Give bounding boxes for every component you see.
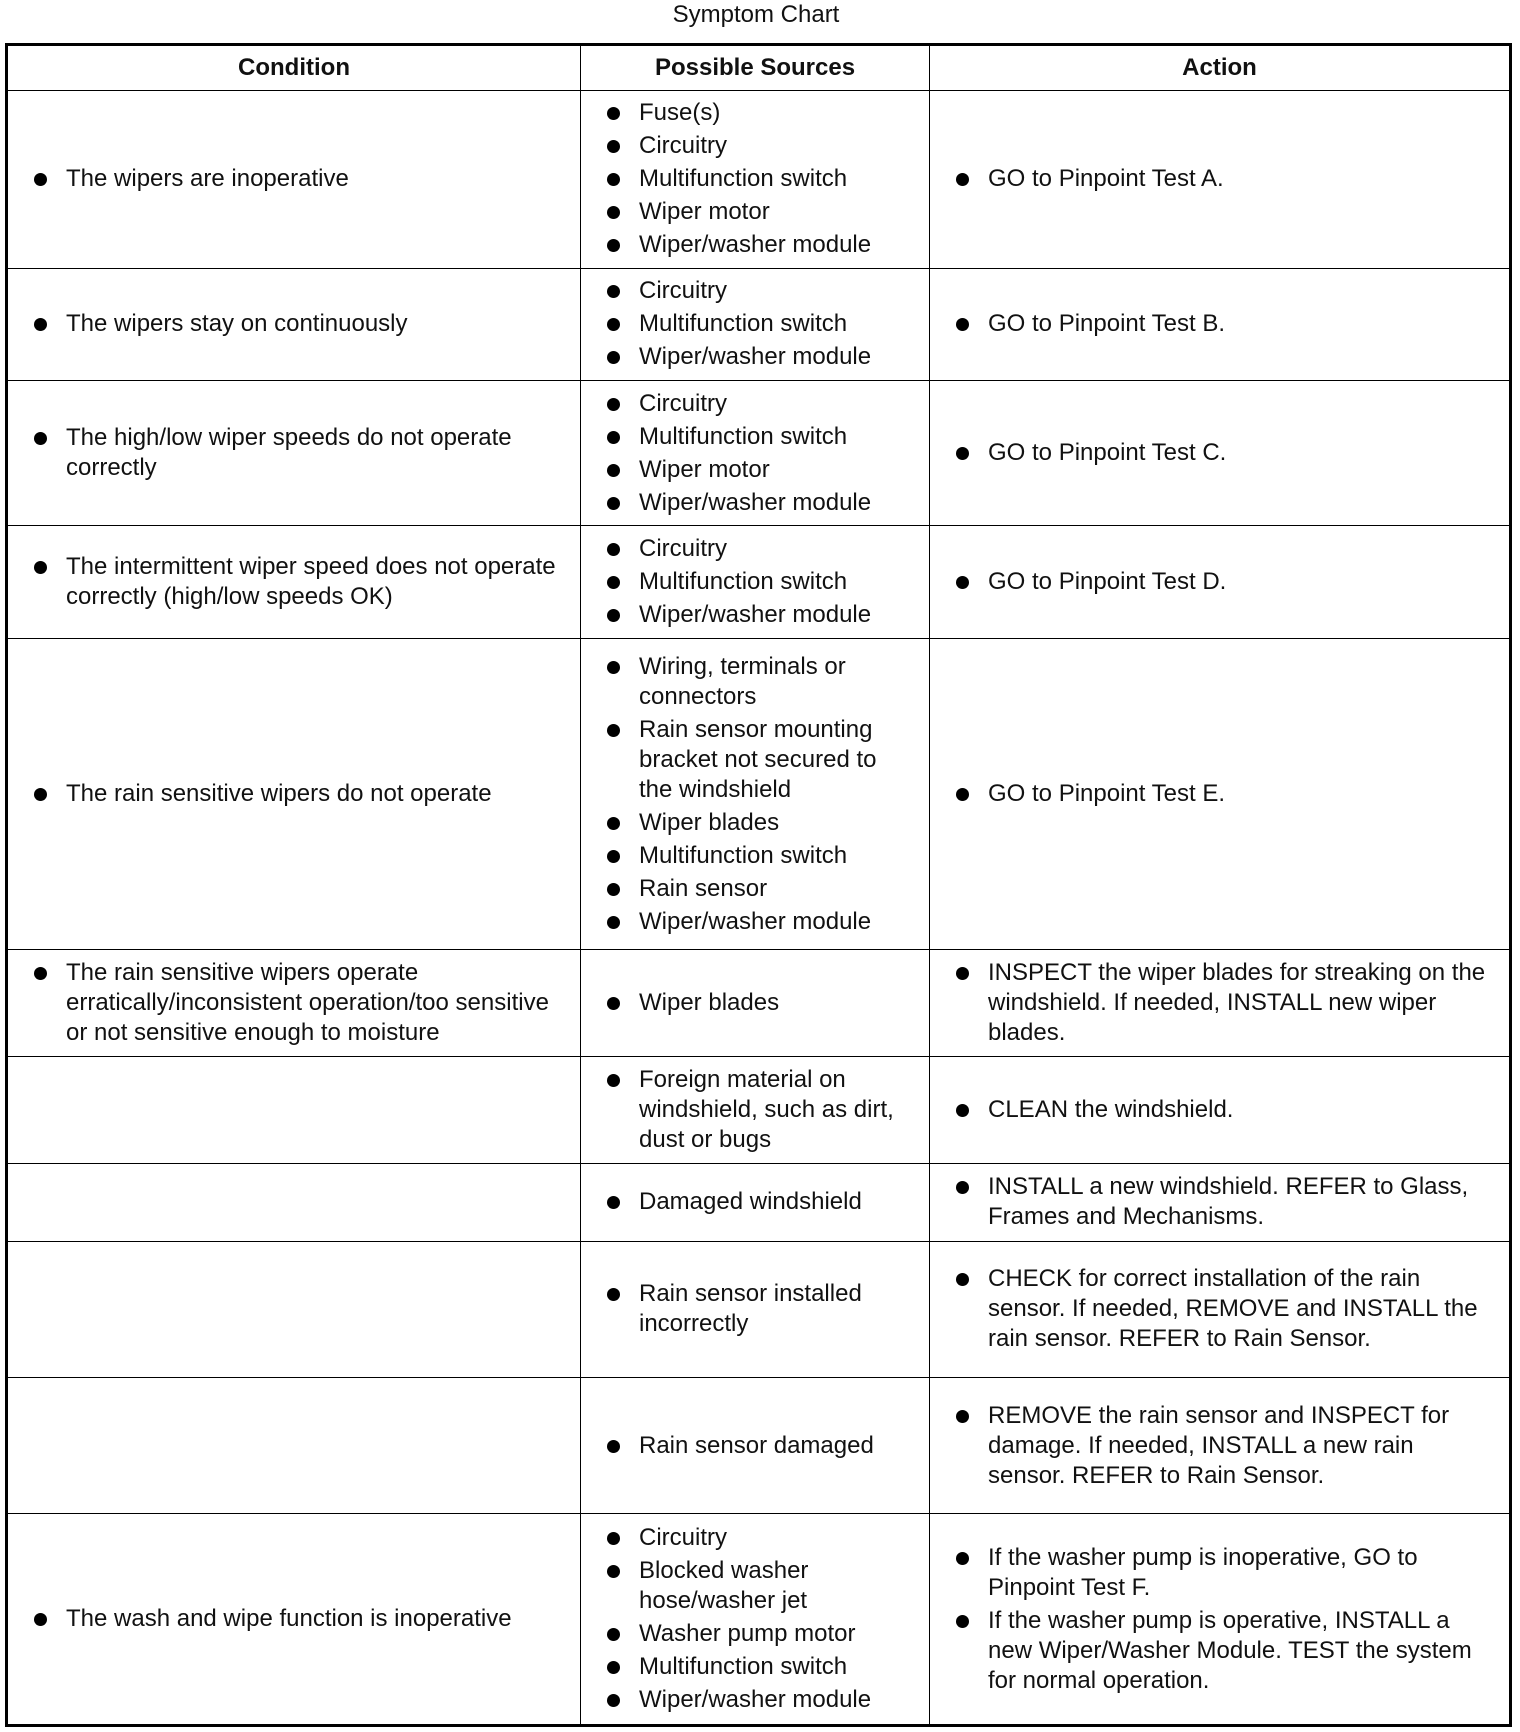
condition-list	[32, 309, 564, 339]
table-row	[7, 1514, 1511, 1726]
symptom-chart-table	[5, 43, 1512, 1727]
sources-item: Multifunction switch	[605, 422, 913, 452]
sources-list	[605, 988, 913, 1018]
condition-cell	[7, 1378, 581, 1514]
sources-item: Wiper blades	[605, 988, 913, 1018]
sources-cell	[581, 381, 930, 526]
condition-cell	[7, 1057, 581, 1164]
header-condition: Condition	[7, 45, 581, 91]
sources-cell	[581, 1378, 930, 1514]
sources-item: Multifunction switch	[605, 1652, 913, 1682]
table-row	[7, 1057, 1511, 1164]
condition-list	[32, 423, 564, 483]
sources-item: Foreign material on windshield, such as dirt, dust or bugs	[605, 1065, 913, 1155]
sources-item: Wiper/washer module	[605, 600, 913, 630]
sources-list	[605, 1279, 913, 1339]
actions-list	[954, 779, 1493, 809]
action-cell	[930, 1241, 1511, 1377]
condition-item: The rain sensitive wipers do not operate	[32, 779, 564, 809]
actions-list	[954, 1172, 1493, 1232]
sources-cell	[581, 1241, 930, 1377]
condition-cell	[7, 381, 581, 526]
condition-cell	[7, 91, 581, 269]
sources-list	[605, 98, 913, 260]
sources-item: Circuitry	[605, 276, 913, 306]
sources-item: Blocked washer hose/washer jet	[605, 1556, 913, 1616]
action-cell	[930, 91, 1511, 269]
sources-item: Wiring, terminals or connectors	[605, 652, 913, 712]
page-title: Symptom Chart	[672, 1, 840, 28]
action-cell	[930, 638, 1511, 950]
condition-item: The rain sensitive wipers operate erratically/inconsistent operation/too sensitive or not sensitive enough to moisture	[32, 958, 564, 1048]
actions-item: GO to Pinpoint Test B.	[954, 309, 1493, 339]
sources-item: Multifunction switch	[605, 841, 913, 871]
table-body	[7, 91, 1511, 1726]
actions-item: CLEAN the windshield.	[954, 1095, 1493, 1125]
actions-item: CHECK for correct installation of the rain sensor. If needed, REMOVE and INSTALL the rain sensor. REFER to Rain Sensor.	[954, 1264, 1493, 1354]
sources-list	[605, 276, 913, 372]
action-cell	[930, 1514, 1511, 1726]
sources-item: Circuitry	[605, 389, 913, 419]
actions-item: INSPECT the wiper blades for streaking on the windshield. If needed, INSTALL new wiper blades.	[954, 958, 1493, 1048]
sources-item: Multifunction switch	[605, 309, 913, 339]
sources-list	[605, 1431, 913, 1461]
condition-cell	[7, 526, 581, 638]
sources-item: Multifunction switch	[605, 164, 913, 194]
actions-item: GO to Pinpoint Test E.	[954, 779, 1493, 809]
action-cell	[930, 1057, 1511, 1164]
table-row	[7, 381, 1511, 526]
condition-cell	[7, 1241, 581, 1377]
header-possible-sources: Possible Sources	[581, 45, 930, 91]
sources-item: Circuitry	[605, 534, 913, 564]
condition-item: The wipers are inoperative	[32, 164, 564, 194]
condition-cell	[7, 638, 581, 950]
actions-item: If the washer pump is inoperative, GO to Pinpoint Test F.	[954, 1543, 1493, 1603]
sources-item: Wiper/washer module	[605, 230, 913, 260]
condition-list	[32, 779, 564, 809]
table-row	[7, 1164, 1511, 1241]
table-row	[7, 1378, 1511, 1514]
sources-cell	[581, 91, 930, 269]
sources-item: Wiper/washer module	[605, 488, 913, 518]
actions-list	[954, 1401, 1493, 1491]
sources-item: Rain sensor	[605, 874, 913, 904]
actions-list	[954, 309, 1493, 339]
sources-item: Rain sensor installed incorrectly	[605, 1279, 913, 1339]
condition-item: The wipers stay on continuously	[32, 309, 564, 339]
condition-list	[32, 552, 564, 612]
condition-list	[32, 958, 564, 1048]
sources-item: Rain sensor mounting bracket not secured to the windshield	[605, 715, 913, 805]
condition-item: The intermittent wiper speed does not operate correctly (high/low speeds OK)	[32, 552, 564, 612]
sources-cell	[581, 526, 930, 638]
actions-list	[954, 1543, 1493, 1696]
sources-list	[605, 1523, 913, 1715]
sources-list	[605, 652, 913, 937]
condition-list	[32, 1604, 564, 1634]
actions-list	[954, 1264, 1493, 1354]
sources-item: Damaged windshield	[605, 1187, 913, 1217]
table-row	[7, 526, 1511, 638]
sources-list	[605, 389, 913, 518]
sources-cell	[581, 638, 930, 950]
sources-item: Circuitry	[605, 131, 913, 161]
actions-list	[954, 164, 1493, 194]
actions-item: GO to Pinpoint Test A.	[954, 164, 1493, 194]
sources-item: Wiper motor	[605, 455, 913, 485]
action-cell	[930, 381, 1511, 526]
sources-item: Fuse(s)	[605, 98, 913, 128]
table-row	[7, 638, 1511, 950]
condition-cell	[7, 950, 581, 1057]
sources-item: Wiper/washer module	[605, 907, 913, 937]
actions-item: GO to Pinpoint Test C.	[954, 438, 1493, 468]
action-cell	[930, 1164, 1511, 1241]
sources-cell	[581, 1514, 930, 1726]
sources-item: Circuitry	[605, 1523, 913, 1553]
condition-cell	[7, 1514, 581, 1726]
actions-list	[954, 958, 1493, 1048]
sources-item: Wiper blades	[605, 808, 913, 838]
sources-item: Wiper/washer module	[605, 1685, 913, 1715]
actions-item: INSTALL a new windshield. REFER to Glass, Frames and Mechanisms.	[954, 1172, 1493, 1232]
table-row	[7, 268, 1511, 380]
actions-item: REMOVE the rain sensor and INSPECT for damage. If needed, INSTALL a new rain sensor. REFER to Rain Sensor.	[954, 1401, 1493, 1491]
sources-list	[605, 1187, 913, 1217]
sources-list	[605, 534, 913, 630]
sources-item: Multifunction switch	[605, 567, 913, 597]
actions-item: If the washer pump is operative, INSTALL a new Wiper/Washer Module. TEST the system for normal operation.	[954, 1606, 1493, 1696]
condition-cell	[7, 1164, 581, 1241]
sources-item: Rain sensor damaged	[605, 1431, 913, 1461]
header-action: Action	[930, 45, 1511, 91]
sources-cell	[581, 268, 930, 380]
condition-list	[32, 164, 564, 194]
action-cell	[930, 268, 1511, 380]
action-cell	[930, 1378, 1511, 1514]
table-row	[7, 91, 1511, 269]
header-row	[7, 45, 1511, 91]
actions-item: GO to Pinpoint Test D.	[954, 567, 1493, 597]
sources-cell	[581, 1164, 930, 1241]
sources-item: Wiper/washer module	[605, 342, 913, 372]
condition-cell	[7, 268, 581, 380]
sources-list	[605, 1065, 913, 1155]
actions-list	[954, 567, 1493, 597]
sources-cell	[581, 1057, 930, 1164]
actions-list	[954, 1095, 1493, 1125]
sources-item: Washer pump motor	[605, 1619, 913, 1649]
actions-list	[954, 438, 1493, 468]
table-row	[7, 950, 1511, 1057]
condition-item: The wash and wipe function is inoperative	[32, 1604, 564, 1634]
action-cell	[930, 526, 1511, 638]
sources-item: Wiper motor	[605, 197, 913, 227]
table-row	[7, 1241, 1511, 1377]
condition-item: The high/low wiper speeds do not operate correctly	[32, 423, 564, 483]
action-cell	[930, 950, 1511, 1057]
sources-cell	[581, 950, 930, 1057]
